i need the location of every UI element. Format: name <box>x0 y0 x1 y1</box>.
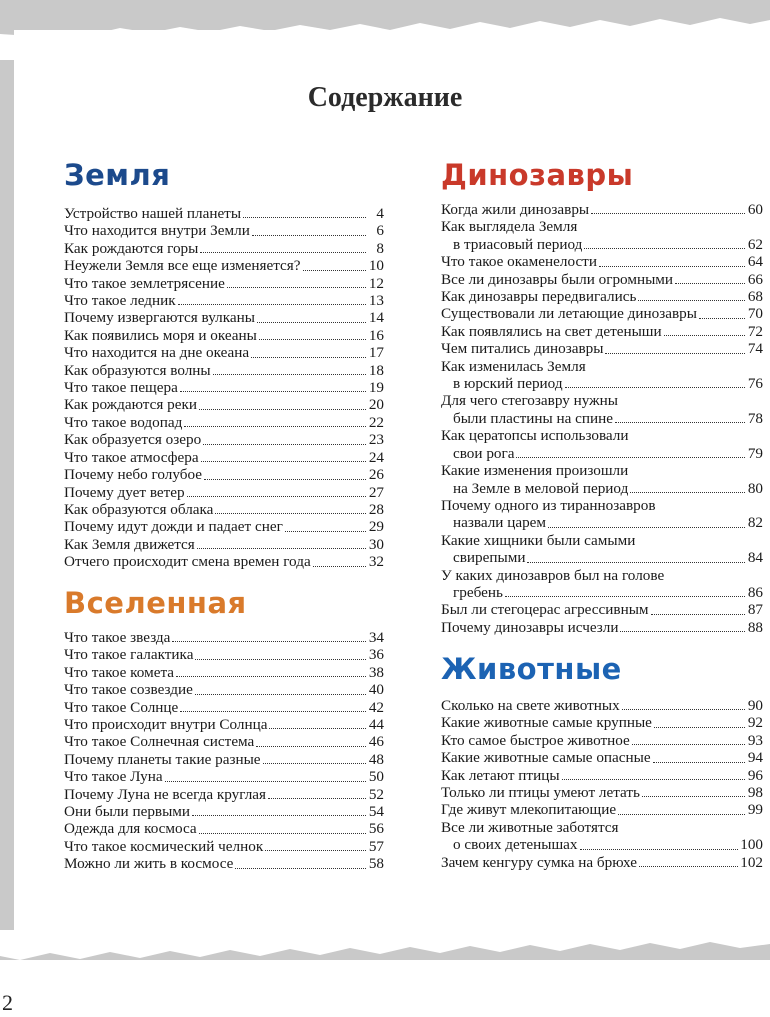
toc-entry[interactable] <box>64 751 384 768</box>
toc-entry-title: Почему извергаются вулканы <box>64 309 255 327</box>
toc-entry[interactable] <box>441 323 763 340</box>
toc-entry[interactable] <box>64 275 384 292</box>
toc-entry[interactable] <box>64 501 384 518</box>
toc-entry[interactable] <box>441 392 763 427</box>
page-number: 2 <box>2 990 13 1015</box>
toc-entry-page: 22 <box>368 413 384 431</box>
dot-leader <box>654 727 745 728</box>
toc-entry-title: Что такое Солнечная система <box>64 733 255 751</box>
dot-leader <box>227 287 366 288</box>
toc-entry-page: 76 <box>747 375 763 393</box>
toc-entry-title: Сколько на свете животных <box>441 697 620 714</box>
toc-entry-title: Какие хищники были самыми <box>441 531 636 549</box>
toc-entry-page: 52 <box>368 785 384 803</box>
toc-entry-page: 27 <box>368 483 384 501</box>
toc-entry-page: 18 <box>368 361 384 379</box>
toc-entry[interactable] <box>64 716 384 733</box>
toc-entry-title: Почему Луна не всегда круглая <box>64 785 267 803</box>
toc-entry[interactable] <box>441 532 763 567</box>
dot-leader <box>165 781 366 782</box>
toc-entry[interactable] <box>441 819 763 854</box>
toc-entry-title: Что такое созвездие <box>64 681 193 699</box>
toc-entry-page: 70 <box>747 305 763 323</box>
toc-entry[interactable] <box>441 784 763 801</box>
dot-leader <box>263 763 366 764</box>
toc-entry-title: Где живут млекопитающие <box>441 801 617 819</box>
dot-leader <box>259 339 366 340</box>
toc-entry-page: 13 <box>368 292 384 310</box>
toc-entry-page: 8 <box>376 239 384 257</box>
toc-entry-title: Все ли животные заботятся <box>441 818 619 836</box>
toc-entry-page: 60 <box>747 201 763 218</box>
toc-entry-page: 36 <box>368 646 384 664</box>
toc-entry[interactable] <box>64 553 384 570</box>
toc-entry[interactable] <box>441 218 763 253</box>
toc-entry-title: Что такое окаменелости <box>441 253 597 271</box>
toc-entry[interactable] <box>64 803 384 820</box>
toc-entry-title: Можно ли жить в космосе <box>64 855 234 873</box>
toc-entry-page: 96 <box>747 766 763 784</box>
toc-entry-title: о своих детенышах <box>453 836 578 854</box>
toc-entry-title: Почему одного из тираннозавров <box>441 496 656 514</box>
dot-leader <box>615 422 745 423</box>
dot-leader <box>562 779 745 780</box>
toc-entry-page: 98 <box>747 784 763 802</box>
toc-entry-title: Почему планеты такие разные <box>64 750 261 768</box>
dot-leader <box>269 728 366 729</box>
toc-entry[interactable] <box>64 484 384 501</box>
dot-leader <box>178 304 366 305</box>
dot-leader <box>257 322 366 323</box>
dot-leader <box>584 248 745 249</box>
toc-entry-title: Когда жили динозавры <box>441 201 590 218</box>
toc-list-dinosaurs <box>441 201 763 636</box>
toc-entry-page: 16 <box>368 326 384 344</box>
dot-leader <box>303 270 366 271</box>
toc-entry-page: 102 <box>740 853 763 871</box>
toc-entry-title: Кто самое быстрое животное <box>441 731 630 749</box>
toc-entry-title: Как образуются волны <box>64 361 211 379</box>
dot-leader <box>204 479 366 480</box>
toc-entry-title: Неужели Земля все еще изменяется? <box>64 257 301 275</box>
page-footer-area <box>0 960 770 1017</box>
toc-entry-title: гребень <box>453 583 503 601</box>
toc-entry[interactable] <box>64 629 384 646</box>
toc-entry[interactable] <box>64 646 384 663</box>
toc-entry-title: Что находится на дне океана <box>64 344 250 362</box>
dot-leader <box>285 531 366 532</box>
toc-entry[interactable] <box>441 767 763 784</box>
toc-entry-title: свои рога <box>453 444 515 462</box>
dot-leader <box>172 641 366 642</box>
dot-leader <box>653 762 745 763</box>
toc-entry-title: Как появлялись на свет детеныши <box>441 322 662 340</box>
toc-entry[interactable] <box>441 749 763 766</box>
dot-leader <box>200 252 366 253</box>
toc-entry-title: Чем питались динозавры <box>441 340 604 358</box>
dot-leader <box>313 566 366 567</box>
toc-entry[interactable] <box>441 271 763 288</box>
dot-leader <box>180 391 366 392</box>
toc-entry-title: Для чего стегозавру нужны <box>441 392 618 410</box>
toc-entry-title: Что такое галактика <box>64 646 194 664</box>
toc-entry-page: 42 <box>368 698 384 716</box>
dot-leader <box>265 850 366 851</box>
toc-entry-title: Какие животные самые крупные <box>441 714 652 732</box>
toc-entry-title: Как появились моря и океаны <box>64 326 257 344</box>
toc-entry[interactable] <box>64 664 384 681</box>
toc-entry[interactable] <box>64 536 384 553</box>
toc-entry-page: 38 <box>368 663 384 681</box>
dot-leader <box>184 426 366 427</box>
dot-leader <box>201 461 366 462</box>
toc-entry-page: 88 <box>747 618 763 636</box>
dot-leader <box>565 387 745 388</box>
toc-entry-title: Как изменилась Земля <box>441 357 586 375</box>
dot-leader <box>639 866 738 867</box>
toc-entry-page: 66 <box>747 270 763 288</box>
dot-leader <box>632 744 745 745</box>
toc-entry-title: Почему идут дожди и падает снег <box>64 518 283 536</box>
dot-leader <box>580 849 739 850</box>
toc-entry-title: Как образуется озеро <box>64 431 202 449</box>
toc-entry[interactable] <box>441 201 763 218</box>
toc-entry-title: Одежда для космоса <box>64 820 197 838</box>
toc-entry-page: 4 <box>376 205 384 222</box>
toc-entry[interactable] <box>441 340 763 357</box>
dot-leader <box>243 217 366 218</box>
toc-entry-title: Что такое ледник <box>64 292 176 310</box>
toc-entry-title: были пластины на спине <box>453 409 614 427</box>
toc-entry[interactable] <box>441 854 763 871</box>
toc-entry-page: 80 <box>747 479 763 497</box>
toc-entry-title: Почему небо голубое <box>64 466 202 484</box>
toc-entry-page: 56 <box>368 820 384 838</box>
toc-entry-title: У каких динозавров был на голове <box>441 566 665 584</box>
toc-entry-title: Что такое Солнце <box>64 698 179 716</box>
dot-leader <box>256 746 366 747</box>
page-title: Содержание <box>307 82 463 113</box>
toc-entry-page: 86 <box>747 583 763 601</box>
toc-entry[interactable] <box>64 449 384 466</box>
toc-entry-page: 10 <box>368 257 384 275</box>
toc-entry-page: 82 <box>747 514 763 532</box>
toc-entry-page: 34 <box>368 629 384 646</box>
toc-entry-page: 68 <box>747 288 763 306</box>
section-heading-animals: Животные <box>441 652 622 686</box>
toc-entry[interactable] <box>441 462 763 497</box>
toc-entry-title: свирепыми <box>453 549 526 567</box>
dot-leader <box>197 548 366 549</box>
toc-entry-title: Как образуются облака <box>64 500 214 518</box>
toc-entry-title: Устройство нашей планеты <box>64 205 242 222</box>
toc-entry[interactable] <box>441 801 763 818</box>
dot-leader <box>213 374 366 375</box>
toc-entry[interactable] <box>441 697 763 714</box>
toc-entry-title: Как рождаются реки <box>64 396 197 414</box>
dot-leader <box>195 694 366 695</box>
toc-entry-page: 26 <box>368 466 384 484</box>
toc-entry[interactable] <box>64 414 384 431</box>
dot-leader <box>203 444 366 445</box>
toc-entry[interactable] <box>64 466 384 483</box>
toc-entry-title: Почему динозавры исчезли <box>441 618 619 636</box>
toc-entry-page: 58 <box>368 855 384 873</box>
toc-entry-page: 54 <box>368 803 384 821</box>
toc-entry[interactable] <box>64 379 384 396</box>
dot-leader <box>664 335 745 336</box>
toc-entry[interactable] <box>64 327 384 344</box>
toc-entry-page: 28 <box>368 500 384 518</box>
toc-entry-title: Как динозавры передвигались <box>441 288 637 306</box>
section-heading-dinosaurs: Динозавры <box>441 158 634 192</box>
toc-entry-page: 46 <box>368 733 384 751</box>
dot-leader <box>618 814 745 815</box>
toc-entry-page: 20 <box>368 396 384 414</box>
toc-entry-page: 99 <box>747 801 763 819</box>
toc-entry-page: 23 <box>368 431 384 449</box>
dot-leader <box>651 614 745 615</box>
toc-entry-title: Что происходит внутри Солнца <box>64 716 268 734</box>
toc-entry-page: 92 <box>747 714 763 732</box>
toc-entry[interactable] <box>64 768 384 785</box>
dot-leader <box>268 798 366 799</box>
section-heading-earth: Земля <box>64 158 171 192</box>
dot-leader <box>252 235 366 236</box>
toc-entry-page: 72 <box>747 322 763 340</box>
toc-entry-page: 93 <box>747 731 763 749</box>
toc-entry[interactable] <box>64 362 384 379</box>
toc-entry[interactable] <box>441 714 763 731</box>
dot-leader <box>605 353 745 354</box>
toc-list-animals <box>441 697 763 871</box>
toc-entry-page: 87 <box>747 601 763 619</box>
dot-leader <box>699 318 745 319</box>
toc-entry[interactable] <box>64 344 384 361</box>
toc-entry-title: Что такое землетрясение <box>64 274 225 292</box>
dot-leader <box>187 496 366 497</box>
toc-entry[interactable] <box>64 855 384 872</box>
toc-entry[interactable] <box>64 518 384 535</box>
toc-entry-title: Как рождаются горы <box>64 239 199 257</box>
toc-entry-title: Как выглядела Земля <box>441 218 578 236</box>
toc-entry-page: 32 <box>368 553 384 571</box>
toc-entry[interactable] <box>64 309 384 326</box>
toc-entry[interactable] <box>441 732 763 749</box>
toc-entry-page: 17 <box>368 344 384 362</box>
toc-entry-title: Что такое водопад <box>64 413 183 431</box>
toc-entry[interactable] <box>441 567 763 602</box>
dot-leader <box>235 868 366 869</box>
toc-entry-page: 48 <box>368 750 384 768</box>
toc-entry-page: 40 <box>368 681 384 699</box>
toc-entry-title: Как Земля движется <box>64 535 195 553</box>
toc-entry-page: 62 <box>747 235 763 253</box>
dot-leader <box>638 300 745 301</box>
toc-entry[interactable] <box>64 838 384 855</box>
toc-entry-title: Зачем кенгуру сумка на брюхе <box>441 853 637 871</box>
toc-entry-page: 57 <box>368 837 384 855</box>
toc-entry[interactable] <box>64 222 384 239</box>
dot-leader <box>622 709 745 710</box>
toc-entry-title: на Земле в меловой период <box>453 479 629 497</box>
toc-entry-page: 29 <box>368 518 384 536</box>
dot-leader <box>516 457 745 458</box>
toc-entry-page: 74 <box>747 340 763 358</box>
toc-entry-page: 100 <box>740 836 763 854</box>
toc-entry-page: 44 <box>368 716 384 734</box>
toc-entry-page: 50 <box>368 768 384 786</box>
toc-entry-title: Существовали ли летающие динозавры <box>441 305 697 323</box>
dot-leader <box>675 283 745 284</box>
dot-leader <box>195 659 366 660</box>
dot-leader <box>591 213 745 214</box>
toc-entry-title: Что такое атмосфера <box>64 448 199 466</box>
toc-list-universe <box>64 629 384 873</box>
toc-entry-title: Отчего происходит смена времен года <box>64 553 311 571</box>
toc-entry-title: Все ли динозавры были огромными <box>441 270 674 288</box>
toc-entry-title: назвали царем <box>453 514 547 532</box>
dot-leader <box>199 409 366 410</box>
toc-entry[interactable] <box>64 257 384 274</box>
toc-entry-title: Что такое космический челнок <box>64 837 264 855</box>
toc-entry[interactable] <box>441 427 763 462</box>
toc-entry[interactable] <box>64 733 384 750</box>
dot-leader <box>630 492 745 493</box>
toc-entry-page: 6 <box>376 222 384 240</box>
toc-entry-page: 30 <box>368 535 384 553</box>
dot-leader <box>642 796 745 797</box>
toc-entry[interactable] <box>441 619 763 636</box>
toc-entry[interactable] <box>441 288 763 305</box>
toc-entry[interactable] <box>64 820 384 837</box>
dot-leader <box>599 266 745 267</box>
toc-entry[interactable] <box>441 497 763 532</box>
toc-entry-title: Что такое комета <box>64 663 175 681</box>
toc-list-earth <box>64 205 384 571</box>
toc-entry[interactable] <box>441 253 763 270</box>
toc-entry-title: Какие изменения произошли <box>441 462 629 480</box>
toc-entry-title: Что такое пещера <box>64 379 178 397</box>
toc-entry-title: Как летают птицы <box>441 766 560 784</box>
toc-entry[interactable] <box>441 358 763 393</box>
dot-leader <box>192 815 366 816</box>
dot-leader <box>620 631 745 632</box>
toc-entry-title: Что такое звезда <box>64 629 171 646</box>
toc-entry-title: Какие животные самые опасные <box>441 749 651 767</box>
toc-entry[interactable] <box>64 205 384 222</box>
toc-entry-page: 12 <box>368 274 384 292</box>
toc-entry-page: 94 <box>747 749 763 767</box>
toc-entry[interactable] <box>64 681 384 698</box>
toc-entry-page: 84 <box>747 549 763 567</box>
toc-entry-page: 79 <box>747 444 763 462</box>
toc-entry[interactable] <box>64 699 384 716</box>
toc-entry-title: в триасовый период <box>453 235 583 253</box>
dot-leader <box>251 357 366 358</box>
toc-entry[interactable] <box>64 292 384 309</box>
toc-entry-page: 64 <box>747 253 763 271</box>
toc-entry-title: Был ли стегоцерас агрессивным <box>441 601 649 619</box>
dot-leader <box>548 527 745 528</box>
dot-leader <box>527 562 745 563</box>
dot-leader <box>176 676 366 677</box>
toc-entry-page: 19 <box>368 379 384 397</box>
toc-entry-title: Почему дует ветер <box>64 483 185 501</box>
toc-entry-title: Только ли птицы умеют летать <box>441 784 640 802</box>
dot-leader <box>199 833 366 834</box>
toc-entry-page: 24 <box>368 448 384 466</box>
toc-entry[interactable] <box>441 601 763 618</box>
toc-entry-page: 14 <box>368 309 384 327</box>
toc-entry[interactable] <box>64 396 384 413</box>
toc-entry[interactable] <box>64 786 384 803</box>
section-heading-universe: Вселенная <box>64 586 247 620</box>
toc-entry-title: Что такое Луна <box>64 768 163 786</box>
toc-entry-page: 78 <box>747 409 763 427</box>
toc-entry-title: Они были первыми <box>64 803 191 821</box>
dot-leader <box>505 596 745 597</box>
toc-entry-title: Что находится внутри Земли <box>64 222 250 240</box>
dot-leader <box>180 711 366 712</box>
toc-entry-title: Как цератопсы использовали <box>441 427 629 445</box>
dot-leader <box>215 513 366 514</box>
toc-entry-title: в юрский период <box>453 375 563 393</box>
toc-entry[interactable] <box>441 305 763 322</box>
toc-entry[interactable] <box>64 240 384 257</box>
toc-entry[interactable] <box>64 431 384 448</box>
toc-entry-page: 90 <box>747 697 763 714</box>
